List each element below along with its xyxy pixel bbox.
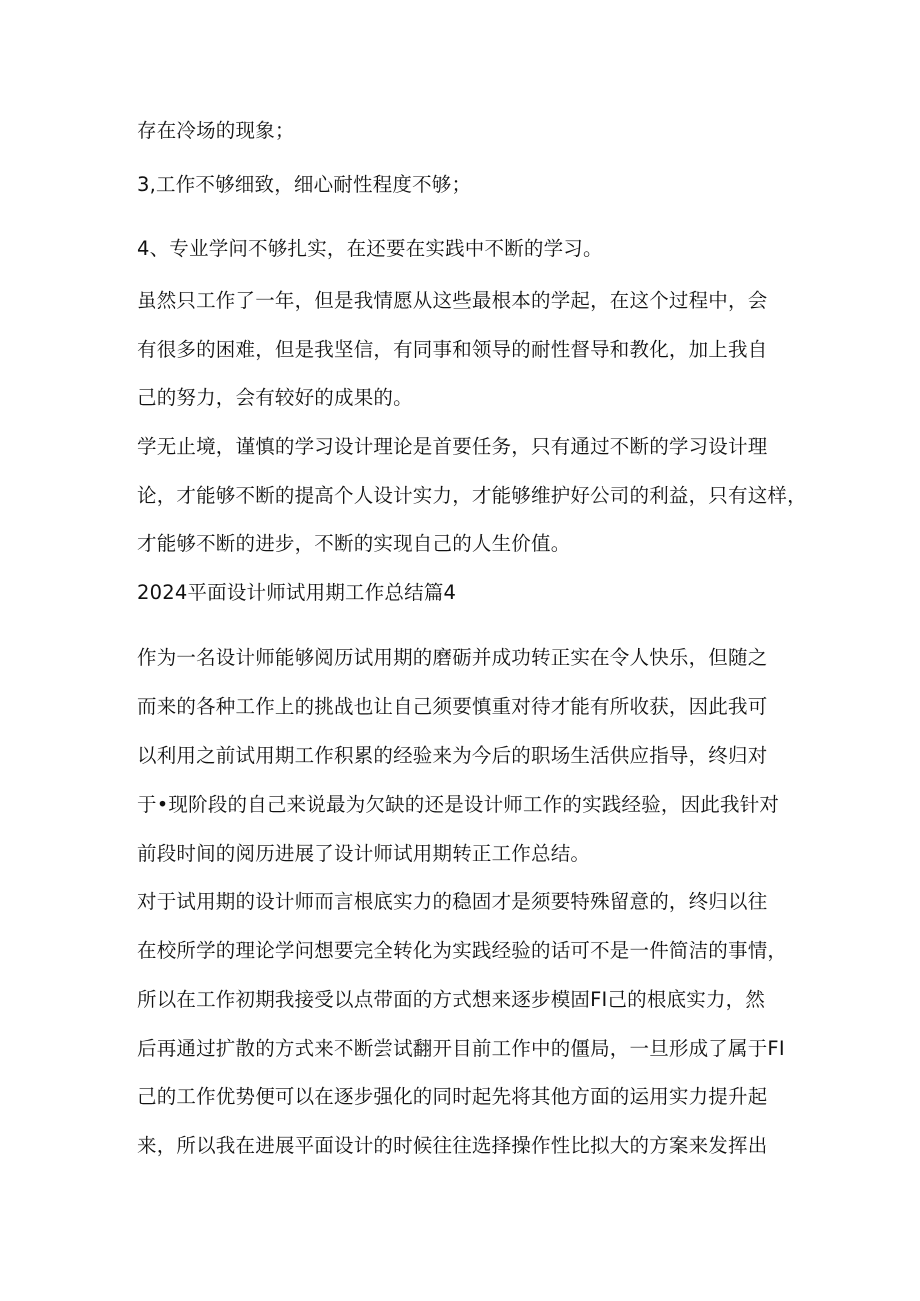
text-line: 才能够不断的进步，不断的实现自己的人生价值。 bbox=[137, 532, 571, 555]
text-line: 来，所以我在进展平面设计的时候往往选择操作性比拟大的方案来发挥出 bbox=[137, 1134, 768, 1157]
text-line: 而来的各种工作上的挑战也让自己须要慎重对待才能有所收获，因此我可 bbox=[137, 695, 768, 718]
text-line: 己的努力，会有较好的成果的。 bbox=[137, 386, 413, 409]
text-line: 论，才能够不断的提高个人设计实力，才能够维护好公司的利益，只有这样， bbox=[137, 484, 807, 507]
text-line: 虽然只工作了一年，但是我情愿从这些最根本的学起，在这个过程中，会 bbox=[137, 289, 768, 312]
list-item: 3,工作不够细致，细心耐性程度不够； bbox=[137, 173, 472, 196]
text-line: 后再通过扩散的方式来不断尝试翻开目前工作中的僵局，一旦形成了属于FI bbox=[137, 1037, 785, 1060]
text-line: 在校所学的理论学问想要完全转化为实践经验的话可不是一件简洁的事情， bbox=[137, 939, 788, 962]
list-item: 4、专业学问不够扎实，在还要在实践中不断的学习。 bbox=[137, 237, 603, 260]
text-line: 作为一名设计师能够阅历试用期的磨砺并成功转正实在令人快乐，但随之 bbox=[137, 646, 768, 669]
text-line: 存在冷场的现象； bbox=[137, 119, 295, 142]
text-line: 以利用之前试用期工作积累的经验来为今后的职场生活供应指导，终归对 bbox=[137, 744, 768, 767]
text-line: 对于试用期的设计师而言根底实力的稳固才是须要特殊留意的，终归以往 bbox=[137, 890, 768, 913]
text-line: 所以在工作初期我接受以点带面的方式想来逐步模固FI己的根底实力，然 bbox=[137, 988, 766, 1011]
text-line: 于•现阶段的自己来说最为欠缺的还是设计师工作的实践经验，因此我针对 bbox=[137, 793, 780, 816]
text-line: 前段时间的阅历进展了设计师试用期转正工作总结。 bbox=[137, 842, 591, 865]
text-line: 有很多的困难，但是我坚信，有同事和领导的耐性督导和教化，加上我自 bbox=[137, 338, 768, 361]
section-heading: 2024平面设计师试用期工作总结篇4 bbox=[137, 581, 457, 604]
text-line: 己的工作优势便可以在逐步强化的同时起先将其他方面的运用实力提升起 bbox=[137, 1085, 768, 1108]
text-line: 学无止境，谨慎的学习设计理论是首要任务，只有通过不断的学习设计理 bbox=[137, 435, 768, 458]
